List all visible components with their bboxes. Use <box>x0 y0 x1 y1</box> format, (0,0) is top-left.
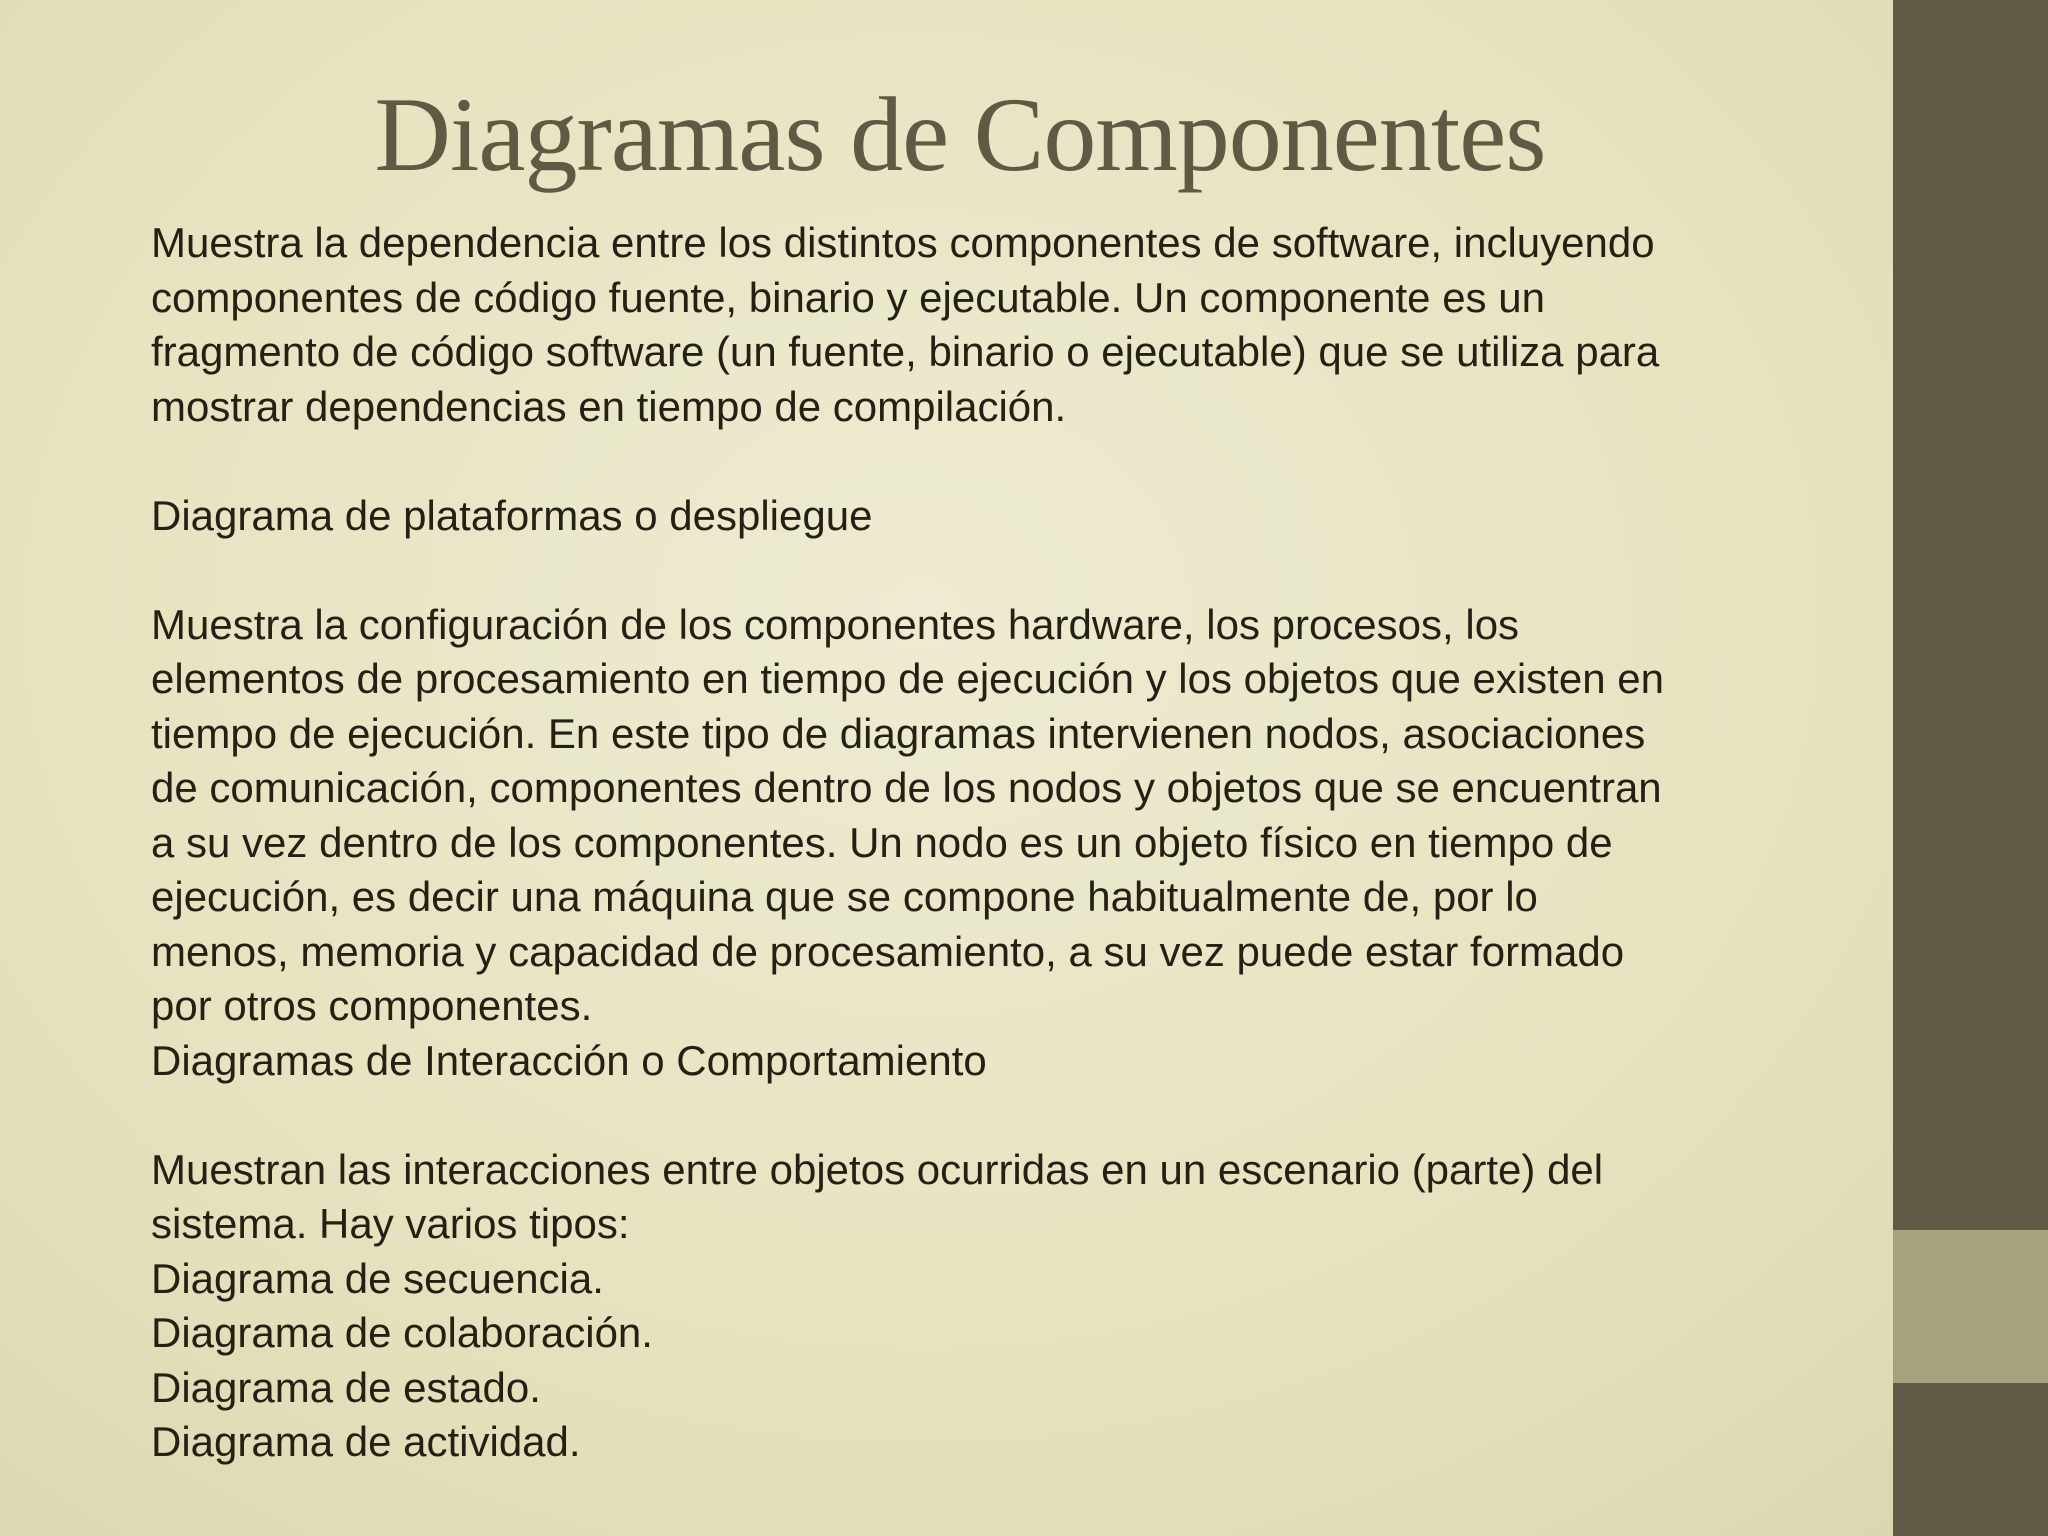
paragraph-spacer <box>151 543 1891 598</box>
paragraph-line: tiempo de ejecución. En este tipo de diagramas intervienen nodos, asociaciones <box>151 709 1646 757</box>
paragraph-spacer <box>151 1088 1891 1143</box>
paragraph-line: Muestran las interacciones entre objetos ocurridas en un escenario (parte) del <box>151 1145 1604 1193</box>
paragraph-line: sistema. Hay varios tipos: <box>151 1200 630 1247</box>
slide-title: Diagramas de Componentes <box>374 76 1546 193</box>
decorative-sidebar <box>1893 0 2048 1536</box>
paragraph-line: elementos de procesamiento en tiempo de ejecución y los objetos que existen en <box>151 655 1664 702</box>
slide-body <box>151 216 1891 1470</box>
paragraph-line: Muestra la dependencia entre los distintos componentes de software, incluyendo <box>151 219 1655 266</box>
paragraph-line: Muestra la configuración de los componentes hardware, los procesos, los <box>151 600 1520 648</box>
paragraph-spacer <box>151 434 1891 489</box>
paragraph-line: ejecución, es decir una máquina que se compone habitualmente de, por lo <box>151 873 1538 920</box>
list-item: Diagrama de colaboración. <box>151 1309 653 1356</box>
list-item: Diagrama de estado. <box>151 1363 541 1411</box>
paragraph-line: por otros componentes. <box>151 982 593 1029</box>
paragraph-line: mostrar dependencias en tiempo de compilación. <box>151 382 1067 430</box>
paragraph-line: de comunicación, componentes dentro de los nodos y objetos que se encuentran <box>151 764 1662 811</box>
sidebar-accent-block <box>1893 1230 2048 1383</box>
deployment-heading: Diagrama de plataformas o despliegue <box>151 491 873 539</box>
paragraph-line: fragmento de código software (un fuente, binario o ejecutable) que se utiliza para <box>151 328 1660 375</box>
list-item: Diagrama de secuencia. <box>151 1254 604 1302</box>
paragraph-line: a su vez dentro de los componentes. Un nodo es un objeto físico en tiempo de <box>151 818 1613 866</box>
paragraph-line: componentes de código fuente, binario y ejecutable. Un componente es un <box>151 273 1545 321</box>
paragraph-line: menos, memoria y capacidad de procesamiento, a su vez puede estar formado <box>151 927 1625 975</box>
interaction-heading: Diagramas de Interacción o Comportamiento <box>151 1036 987 1084</box>
list-item: Diagrama de actividad. <box>151 1418 581 1465</box>
